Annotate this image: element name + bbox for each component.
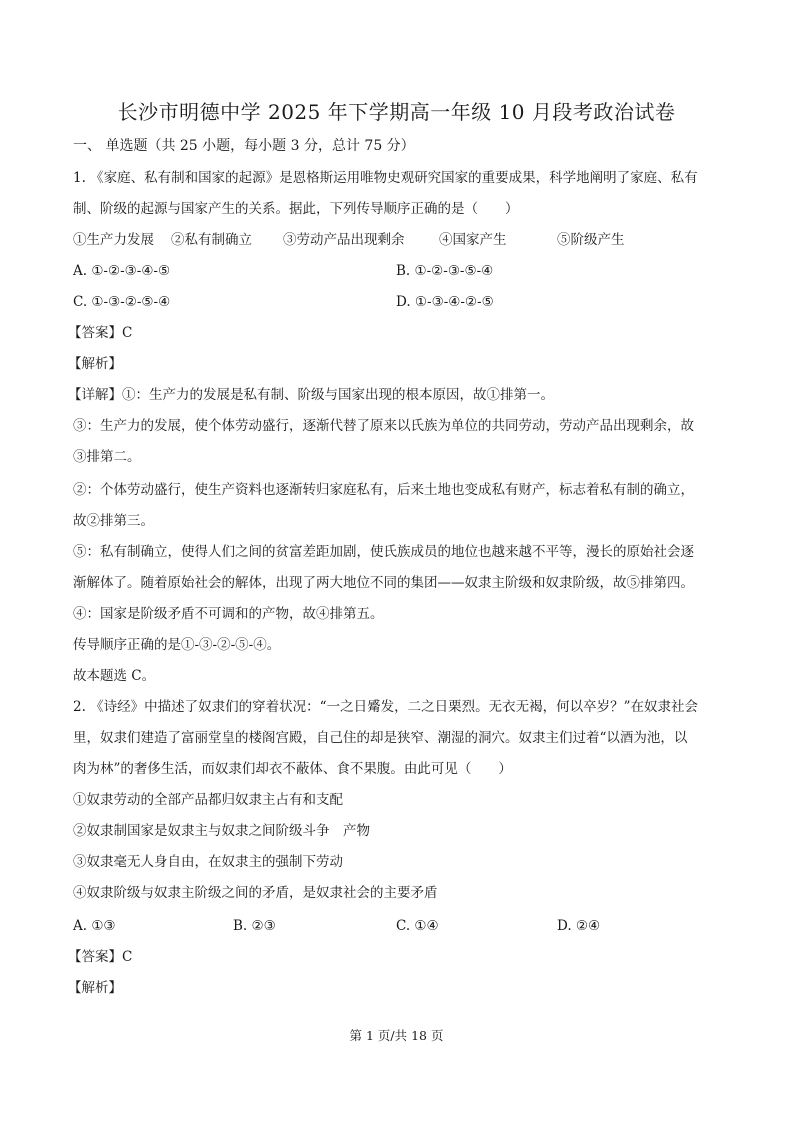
q1-option-b: B. ①-②-③-⑤-④ — [396, 263, 494, 279]
q1-stem-line-1: 1. 《家庭、私有制和国家的起源》是恩格斯运用唯物史观研究国家的重要成果，科学地阐明了家庭、私有 — [73, 170, 698, 186]
q1-statement-2: ②私有制确立 — [171, 232, 252, 248]
q1-option-a: A. ①-②-③-④-⑤ — [73, 263, 171, 279]
q1-stem-line-2: 制、阶级的起源与国家产生的关系。据此，下列传导顺序正确的是（ ） — [73, 201, 519, 217]
q1-detail-line-7: 渐解体了。随着原始社会的解体，出现了两大地位不同的集团——奴隶主阶级和奴隶阶级，故⑤排第四。 — [73, 575, 694, 591]
q2-analysis-label: 【解析】 — [68, 980, 122, 996]
q1-detail-line-5: 故②排第三。 — [73, 513, 154, 529]
q2-statement-1: ①奴隶劳动的全部产品都归奴隶主占有和支配 — [73, 792, 343, 808]
page-footer: 第 1 页/共 18 页 — [349, 1028, 444, 1043]
section-heading: 一、 单选题（共 25 小题，每小题 3 分，总计 75 分） — [73, 138, 415, 154]
q1-detail-line-9: 传导顺序正确的是①-③-②-⑤-④。 — [73, 637, 281, 653]
q1-detail-line-10: 故本题选 C。 — [73, 668, 156, 684]
q1-option-c: C. ①-③-②-⑤-④ — [73, 294, 171, 310]
q1-statement-5: ⑤阶级产生 — [557, 232, 625, 248]
q1-option-d: D. ①-③-④-②-⑤ — [396, 294, 494, 310]
q1-statement-3: ③劳动产品出现剩余 — [283, 232, 405, 248]
q1-statement-4: ④国家产生 — [439, 232, 507, 248]
q2-statement-4: ④奴隶阶级与奴隶主阶级之间的矛盾，是奴隶社会的主要矛盾 — [73, 885, 438, 901]
q1-statements — [73, 230, 625, 250]
q2-statement-3: ③奴隶毫无人身自由，在奴隶主的强制下劳动 — [73, 854, 343, 870]
q1-detail-line-8: ④：国家是阶级矛盾不可调和的产物，故④排第五。 — [73, 606, 384, 622]
q2-option-b: B. ②③ — [233, 918, 276, 934]
q1-statement-1: ①生产力发展 — [73, 232, 154, 248]
q1-answer: 【答案】C — [68, 325, 133, 341]
q1-analysis-label: 【解析】 — [68, 356, 122, 372]
q1-detail-line-2: ③：生产力的发展，使个体劳动盛行，逐渐代替了原来以氏族为单位的共同劳动，劳动产品出现剩余，故 — [73, 418, 694, 434]
q2-statement-2: ②奴隶制国家是奴隶主与奴隶之间阶级斗争 产物 — [73, 823, 370, 839]
q2-stem-line-3: 肉为林”的奢侈生活，而奴隶们却衣不蔽体、食不果腹。由此可见（ ） — [73, 761, 512, 777]
q1-detail-line-3: ③排第二。 — [73, 449, 141, 465]
q1-detail-line-1: 【详解】①：生产力的发展是私有制、阶级与国家出现的根本原因，故①排第一。 — [68, 387, 554, 403]
q2-option-a: A. ①③ — [73, 918, 116, 934]
q2-answer: 【答案】C — [68, 949, 133, 965]
q2-option-c: C. ①④ — [396, 918, 439, 934]
q1-detail-line-6: ⑤：私有制确立，使得人们之间的贫富差距加剧，使氏族成员的地位也越来越不平等，漫长的原始社会逐 — [73, 544, 694, 560]
q2-stem-line-1: 2. 《诗经》中描述了奴隶们的穿着状况：“一之日觱发，二之日栗烈。无衣无褐，何以卒岁？”在奴隶社会 — [73, 699, 698, 715]
q2-option-d: D. ②④ — [557, 918, 601, 934]
q2-stem-line-2: 里，奴隶们建造了富丽堂皇的楼阁宫殿，自己住的却是狭窄、潮湿的洞穴。奴隶主们过着“以酒为池，以 — [73, 730, 688, 746]
exam-title: 长沙市明德中学 2025 年下学期高一年级 10 月段考政治试卷 — [117, 100, 676, 124]
q1-detail-line-4: ②：个体劳动盛行，使生产资料也逐渐转归家庭私有，后来土地也变成私有财产，标志着私有制的确立， — [73, 482, 694, 498]
